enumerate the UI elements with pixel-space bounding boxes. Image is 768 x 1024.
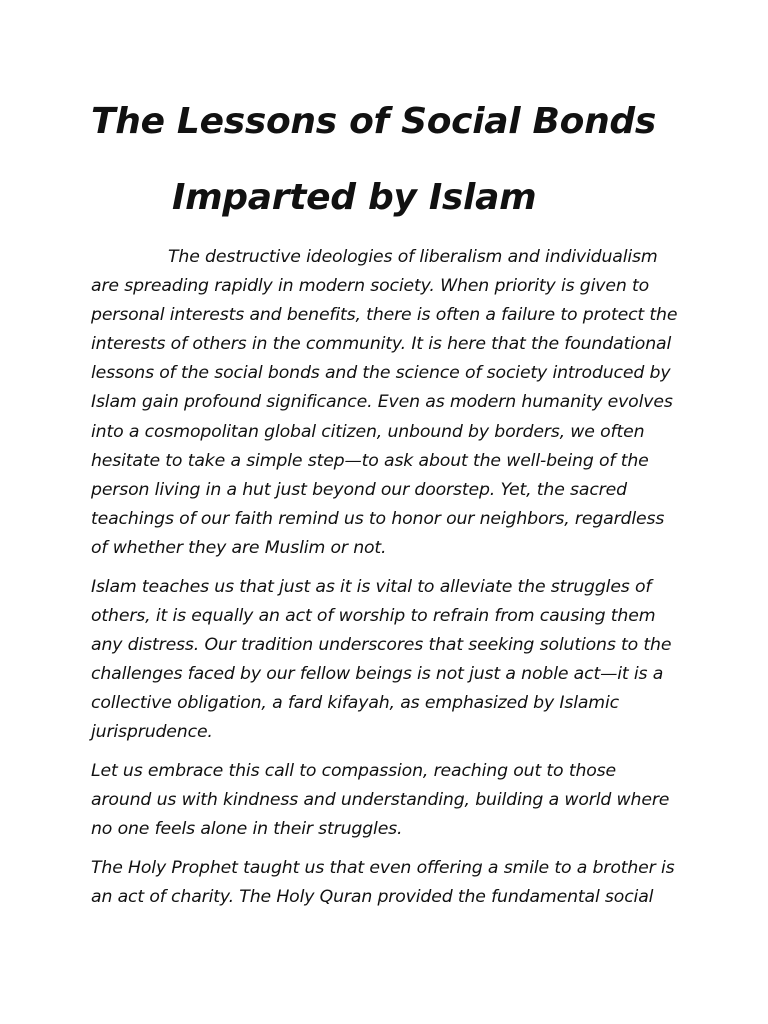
paragraph-2: Islam teaches us that just as it is vital to alleviate the struggles of others, it is equally an act of worship to refrain from causing them any distress. Our tradition underscores that seeking solutions to the challenges faced by our fellow beings is not just a noble act—it is a collective obligation, a fard kifayah, as emphasized by Islamic jurisprudence. [91,577,672,743]
document-title-line-2: Imparted by Islam [172,177,537,218]
paragraph-1: The destructive ideologies of liberalism and individualism are spreading rapidly in modern society. When priority is given to personal interests and benefits, there is often a failure to protect the interests of others in the community. It is here that the foundational lessons of the social bonds and the science of society introduced by Islam gain profound significance. Even as modern humanity evolves into a cosmopolitan global citizen, unbound by borders, we often hesitate to take a simple step—to ask about the well-being of the person living in a hut just beyond our doorstep. Yet, the sacred teachings of our faith remind us to honor our neighbors, regardless of whether they are Muslim or not. [91,247,678,558]
paragraph-3: Let us embrace this call to compassion, reaching out to those around us with kindness and understanding, building a world where no one feels alone in their struggles. [91,761,670,840]
document-title-line-1: The Lessons of Social Bonds [91,101,656,142]
paragraph-4: The Holy Prophet taught us that even offering a smile to a brother is an act of charity. The Holy Quran provided the fundamental social [91,858,675,908]
